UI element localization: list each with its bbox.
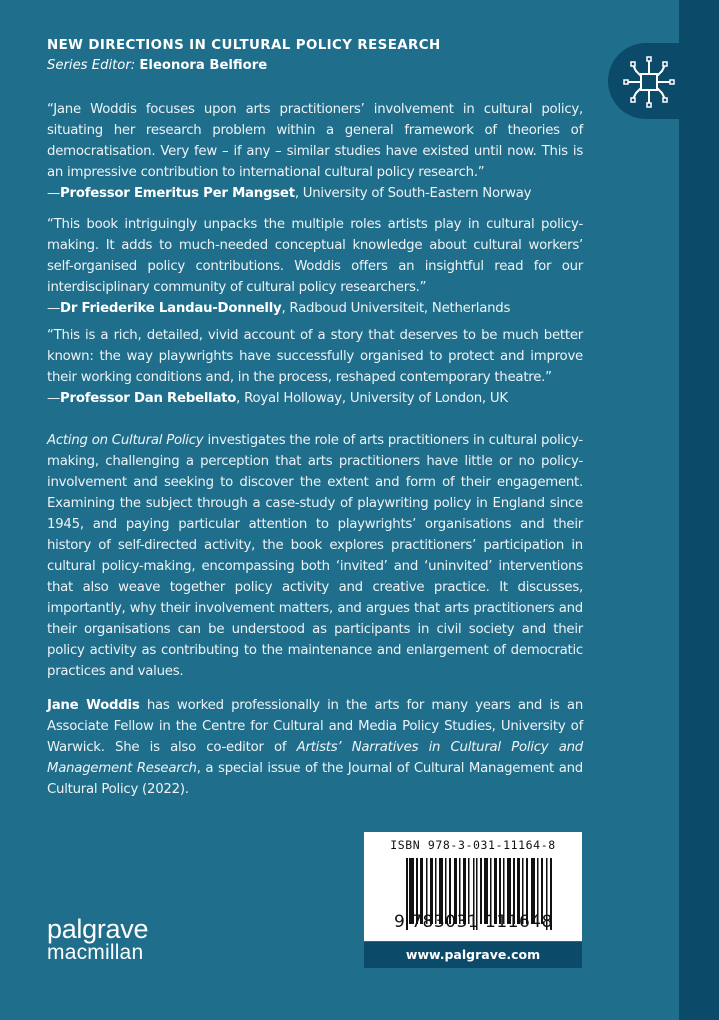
author-bio bbox=[47, 695, 583, 800]
endorser-affiliation: , Royal Holloway, University of London, UK bbox=[236, 391, 508, 406]
endorser-name: Professor Emeritus Per Mangset bbox=[60, 186, 295, 201]
em-dash: — bbox=[47, 186, 61, 201]
series-editor-name: Eleonora Belfiore bbox=[139, 58, 268, 73]
quote-attribution bbox=[47, 388, 583, 409]
em-dash: — bbox=[47, 391, 61, 406]
author-name: Jane Woddis bbox=[47, 698, 140, 713]
book-description bbox=[47, 430, 583, 682]
spine-stripe bbox=[679, 0, 719, 1020]
endorser-name: Dr Friederike Landau-Donnelly bbox=[60, 301, 282, 316]
isbn-label: ISBN 978-3-031-11164-8 bbox=[390, 838, 556, 852]
quote-attribution bbox=[47, 298, 583, 319]
endorser-affiliation: , University of South-Eastern Norway bbox=[294, 186, 532, 201]
series-editor-label: Series Editor: bbox=[47, 58, 136, 73]
circuit-chip-icon bbox=[622, 55, 676, 109]
co-edited-work-title: Artists’ Narratives in Cultural Policy and Management Research bbox=[47, 740, 583, 776]
publisher-url[interactable]: www.palgrave.com bbox=[364, 942, 582, 968]
quote-text: “Jane Woddis focuses upon arts practitioners’ involvement in cultural policy, situating her research problem within a general framework of theories of democratisation. Very few – if any – similar studies have existed until now. This is an impressive contribution to international cultural policy research.” bbox=[47, 102, 583, 180]
barcode-digits: 9 783031 111648 bbox=[394, 912, 553, 932]
bio-text: has worked professionally in the arts for many years and is an Associate Fellow in the Centre for Cultural and Media Policy Studies, University of Warwick. She is also co-editor of bbox=[47, 698, 583, 755]
bio-text-end: , a special issue of the Journal of Cultural Management and Cultural Policy (2022). bbox=[47, 761, 583, 797]
quote-text: “This is a rich, detailed, vivid account of a story that deserves to be much better known: the way playwrights have successfully organised to protect and improve their working conditions and, in the process, reshaped contemporary theatre.” bbox=[47, 328, 583, 385]
quote-text: “This book intriguingly unpacks the multiple roles artists play in cultural policy-making. It adds to much-needed conceptual knowledge about cultural workers’ self-organised policy contributions. Woddis offers an insightful read for our interdisciplinary community of cultural policy researchers.” bbox=[47, 217, 583, 295]
series-title: NEW DIRECTIONS IN CULTURAL POLICY RESEARCH bbox=[47, 38, 441, 53]
endorsement-quote bbox=[47, 214, 583, 319]
quote-attribution bbox=[47, 183, 583, 204]
em-dash: — bbox=[47, 301, 61, 316]
endorser-name: Professor Dan Rebellato bbox=[60, 391, 237, 406]
series-icon-tab bbox=[608, 43, 688, 119]
description-text: investigates the role of arts practitioners in cultural policy-making, challenging a perception that arts practitioners have little or no policy-involvement and seeking to discover the extent and form of their engagement. Examining the subject through a case-study of playwriting policy in England since 1945, and paying particular attention to playwrights’ organisations and their history of self-directed activity, the book explores practitioners’ participation in cultural policy-making, encompassing both ‘invited’ and ‘uninvited’ interventions that also weave together policy activity and creative practice. It discusses, importantly, why their involvement matters, and argues that arts practitioners and their organisations can be understood as participants in civil society and their policy activity as contributing to the maintenance and enlargement of democratic practices and values. bbox=[47, 433, 583, 679]
endorsement-quote bbox=[47, 99, 583, 204]
isbn-barcode-box bbox=[364, 832, 582, 941]
publisher-logo-line1: palgrave bbox=[47, 914, 149, 944]
publisher-logo bbox=[47, 916, 148, 964]
series-editor bbox=[47, 58, 267, 73]
book-title: Acting on Cultural Policy bbox=[47, 433, 204, 448]
endorsement-quote bbox=[47, 325, 583, 409]
endorser-affiliation: , Radboud Universiteit, Netherlands bbox=[281, 301, 511, 316]
publisher-logo-line2: macmillan bbox=[47, 941, 144, 964]
